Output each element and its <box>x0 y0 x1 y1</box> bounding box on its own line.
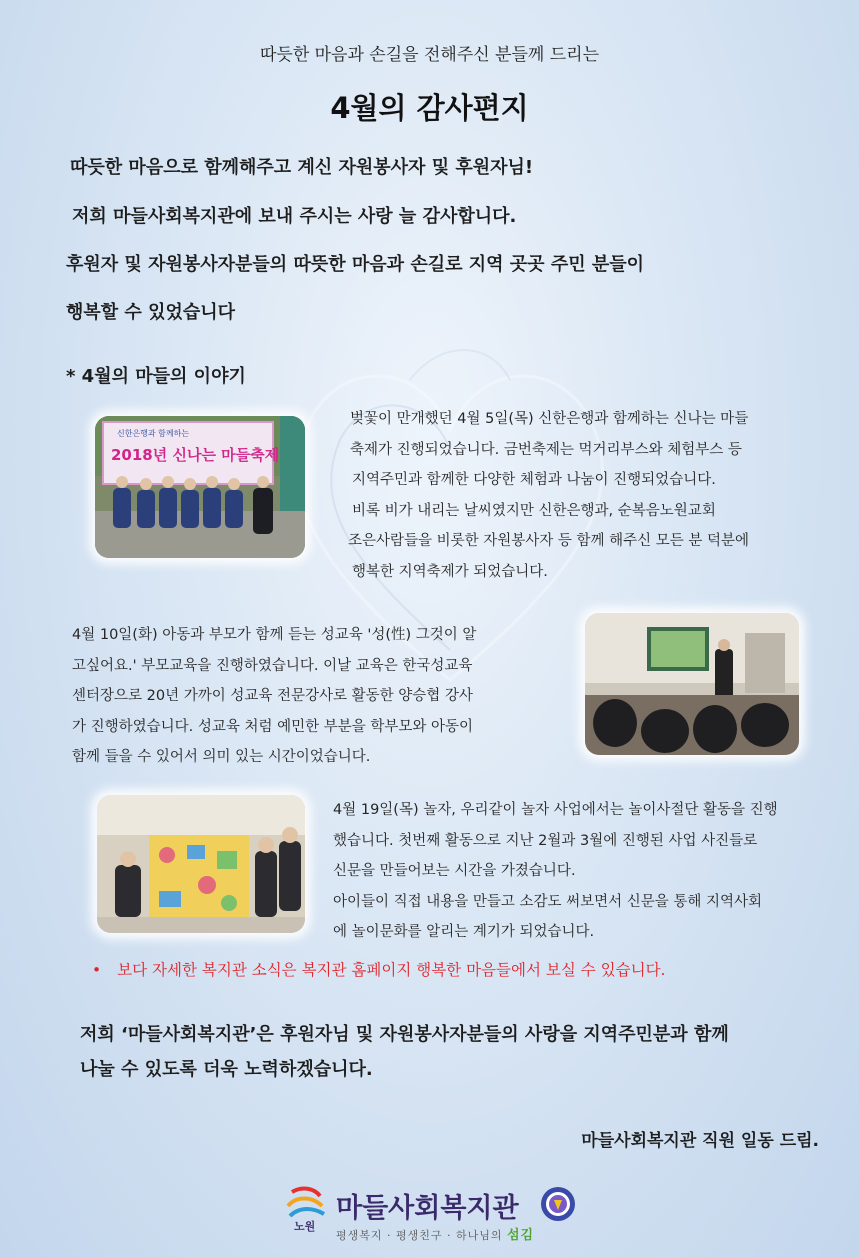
homepage-notice-text: 보다 자세한 복지관 소식은 복지관 홈페이지 행복한 마음들에서 보실 수 있습니다. <box>117 961 666 979</box>
story-3-line: 아이들이 직접 내용을 만들고 소감도 써보면서 신문을 통해 지역사회 <box>333 893 763 910</box>
letter-subtitle: 따듯한 마음과 손길을 전해주신 분들께 드리는 <box>259 45 600 65</box>
story-1-line: 축제가 진행되었습니다. 금번축제는 먹거리부스와 체험부스 등 <box>350 441 742 458</box>
story-3-line: 4월 19일(목) 놀자, 우리같이 놀자 사업에서는 놀이사절단 활동을 진행 <box>333 802 778 818</box>
story-2-text <box>72 620 476 773</box>
letter-title: 4월의 감사편지 <box>330 91 529 125</box>
festival-photo <box>95 416 305 558</box>
section-heading: * 4월의 마들의 이야기 <box>66 366 246 387</box>
welfare-center-emblem-icon <box>540 1186 576 1222</box>
org-slogan <box>336 1224 534 1243</box>
bullet-icon: • <box>92 961 102 979</box>
newspaper-activity-photo <box>97 795 305 933</box>
lecture-photo <box>585 613 799 755</box>
closing-line-2: 나눌 수 있도록 더욱 노력하겠습니다. <box>80 1059 373 1080</box>
intro-line-3: 후원자 및 자원봉사자분들의 따뜻한 마음과 손길로 지역 곳곳 주민 분들이 <box>66 254 645 275</box>
logo-mark-text: 노원 <box>294 1220 316 1233</box>
story-2-line: 4월 10일(화) 아동과 부모가 함께 듣는 성교육 '성(性) 그것이 알 <box>72 627 477 643</box>
org-slogan-text: 평생복지 · 평생친구 · 하나님의 <box>336 1229 503 1242</box>
story-3-line: 신문을 만들어보는 시간을 가졌습니다. <box>333 863 576 879</box>
story-1-line: 지역주민과 함께한 다양한 체험과 나눔이 진행되었습니다. <box>352 472 716 488</box>
homepage-notice <box>92 958 665 980</box>
story-2-line: 고싶어요.' 부모교육을 진행하였습니다. 이날 교육은 한국성교육 <box>72 657 473 674</box>
nowon-logo-icon <box>282 1184 330 1234</box>
banner-logo-text: 신한은행과 함께하는 <box>117 429 190 438</box>
story-2-line: 센터장으로 20년 가까이 성교육 전문강사로 활동한 양승협 강사 <box>72 688 473 704</box>
org-name: 마들사회복지관 <box>336 1193 519 1224</box>
story-3-line: 에 놀이문화를 알리는 계기가 되었습니다. <box>333 924 595 940</box>
story-1-line: 조은사람들을 비롯한 자원봉사자 등 함께 해주신 모든 분 덕분에 <box>348 533 750 549</box>
intro-line-2: 저희 마들사회복지관에 보내 주시는 사랑 늘 감사합니다. <box>72 206 517 227</box>
story-1-line: 벚꽃이 만개했던 4월 5일(목) 신한은행과 함께하는 신나는 마들 <box>350 411 749 427</box>
story-3-text <box>333 795 778 948</box>
intro-line-4: 행복할 수 있었습니다 <box>66 302 236 323</box>
story-1-line: 비록 비가 내리는 날씨였지만 신한은행과, 순복음노원교회 <box>352 502 716 519</box>
closing-line-1: 저희 ‘마들사회복지관’은 후원자님 및 자원봉사자분들의 사랑을 지역주민분과 함께 <box>80 1024 729 1045</box>
story-3-line: 했습니다. 첫번째 활동으로 지난 2월과 3월에 진행된 사업 사진들로 <box>333 832 758 849</box>
story-1-text <box>340 404 749 587</box>
signature: 마들사회복지관 직원 일동 드림. <box>581 1131 819 1151</box>
story-2-line: 가 진행하였습니다. 성교육 처럼 예민한 부분을 학부모와 아동이 <box>72 718 474 735</box>
story-2-line: 함께 들을 수 있어서 의미 있는 시간이었습니다. <box>72 749 371 765</box>
story-1-line: 행복한 지역축제가 되었습니다. <box>352 563 548 580</box>
intro-line-1: 따듯한 마음으로 함께해주고 계신 자원봉사자 및 후원자님! <box>70 157 534 178</box>
org-slogan-highlight: 섬김 <box>507 1228 535 1243</box>
banner-festival-text: 2018년 신나는 마들축제 <box>111 446 280 464</box>
